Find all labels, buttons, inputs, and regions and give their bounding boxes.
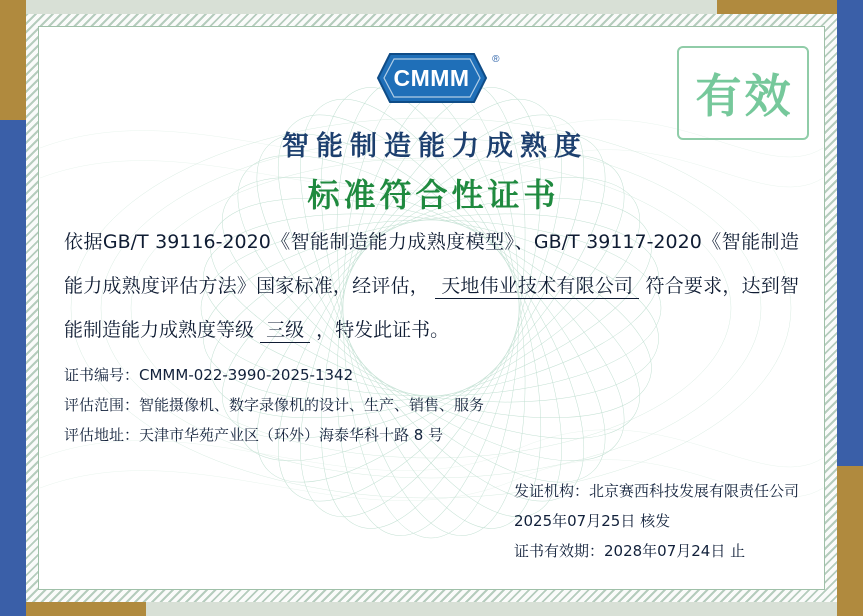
frame-accent-bottom-left [0,466,26,616]
certificate-title-main: 智能制造能力成熟度 [282,131,588,162]
company-name: 天地伟业技术有限公司 [435,275,639,299]
body-part-2: 符合要求，达到智能制造能力成熟度等级 [64,275,799,341]
frame-accent-bottom-left-bar [26,602,146,616]
field-row [64,390,799,420]
issuer-row [514,506,799,536]
frame-accent-top-left [0,0,26,120]
issuer-row [514,476,799,506]
certificate-body [64,220,799,352]
validity-seal: 有效 [677,46,809,140]
issuer-label: 发证机构： [513,482,589,500]
maturity-level: 三级 [260,319,310,343]
expiry-label: 证书有效期： [513,542,604,560]
certificate-content [40,28,823,588]
body-part-1: 依据GB/T 39116-2020《智能制造能力成熟度模型》、GB/T 39117-2020《智能制造能力成熟度评估方法》国家标准，经评估， [64,231,799,297]
field-label-address: 评估地址： [64,426,140,444]
issue-date-value: 2025年07月25日 核发 [513,512,671,530]
field-label-certificate-number: 证书编号： [64,366,140,384]
cmmm-logo-text: CMMM [393,64,470,91]
certificate-fields [64,360,799,450]
certificate-issuer-block [514,476,799,566]
frame-accent-top-right-bar [717,0,837,14]
field-value-scope: 智能摄像机、数字录像机的设计、生产、销售、服务 [139,396,485,414]
field-label-scope: 评估范围： [64,396,140,414]
issuer-row [514,536,799,566]
field-row [64,420,799,450]
frame-accent-top-right [837,0,863,120]
issuer-name: 北京赛西科技发展有限责任公司 [588,482,799,500]
field-value-address: 天津市华苑产业区（环外）海泰华科十路 8 号 [139,426,444,444]
frame-accent-bottom-right [837,466,863,616]
certificate-title-sub: 标准符合性证书 [307,176,560,214]
body-part-3: ，特发此证书。 [316,319,450,341]
field-value-certificate-number: CMMM-022-3990-2025-1342 [139,366,354,384]
expiry-value: 2028年07月24日 止 [603,542,746,560]
field-row [64,360,799,390]
registered-mark-icon: ® [492,54,500,65]
